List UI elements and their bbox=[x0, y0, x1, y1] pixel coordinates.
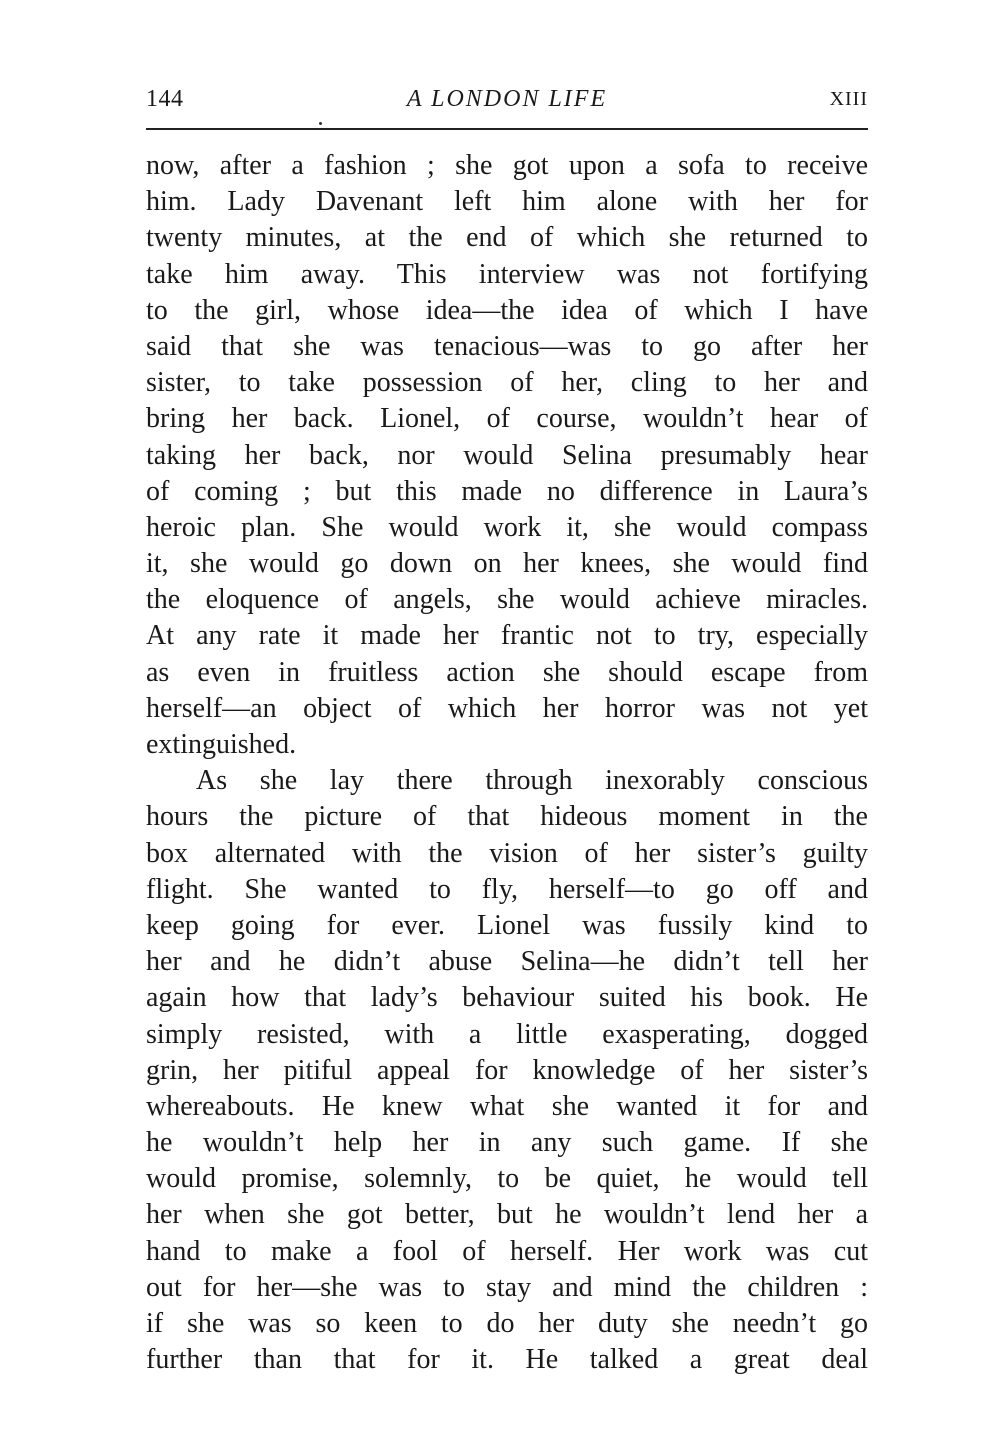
body-text bbox=[146, 148, 868, 1378]
header-rule bbox=[146, 128, 868, 130]
text-line: twenty minutes, at the end of which she returned to bbox=[146, 222, 868, 254]
text-line: box alternated with the vision of her sister’s guilty bbox=[146, 837, 868, 869]
text-line: grin, her pitiful appeal for knowledge of her sister’s bbox=[146, 1054, 868, 1086]
page-number: 144 bbox=[146, 86, 184, 112]
paragraph-end-line: extinguished. bbox=[146, 729, 297, 760]
text-line: of coming ; but this made no difference in Laura’s bbox=[146, 475, 868, 507]
text-line: flight. She wanted to fly, herself—to go off and bbox=[146, 873, 868, 905]
running-head bbox=[146, 86, 868, 116]
text-line: taking her back, nor would Selina presumably hear bbox=[146, 439, 868, 471]
text-line: said that she was tenacious—was to go after her bbox=[146, 330, 868, 362]
text-line: At any rate it made her frantic not to try, especially bbox=[146, 620, 868, 652]
text-line: would promise, solemnly, to be quiet, he would tell bbox=[146, 1163, 868, 1195]
text-line: he wouldn’t help her in any such game. If she bbox=[146, 1127, 868, 1159]
text-line: hours the picture of that hideous moment in the bbox=[146, 801, 868, 833]
text-line: out for her—she was to stay and mind the children : bbox=[146, 1271, 868, 1303]
text-line: heroic plan. She would work it, she would compass bbox=[146, 511, 868, 543]
text-line: sister, to take possession of her, cling to her and bbox=[146, 367, 868, 399]
text-line: her and he didn’t abuse Selina—he didn’t tell her bbox=[146, 946, 868, 978]
chapter-number: XIII bbox=[829, 88, 868, 110]
text-line: as even in fruitless action she should escape from bbox=[146, 656, 868, 688]
book-title: A LONDON LIFE bbox=[406, 86, 608, 112]
text-line: simply resisted, with a little exasperating, dogged bbox=[146, 1018, 868, 1050]
text-line: whereabouts. He knew what she wanted it for and bbox=[146, 1090, 868, 1122]
text-line: take him away. This interview was not fortifying bbox=[146, 258, 868, 290]
text-line: herself—an object of which her horror was not yet bbox=[146, 692, 868, 724]
text-line: it, she would go down on her knees, she would find bbox=[146, 548, 868, 580]
text-line: further than that for it. He talked a great deal bbox=[146, 1344, 868, 1376]
text-line: if she was so keen to do her duty she needn’t go bbox=[146, 1308, 868, 1339]
text-line: him. Lady Davenant left him alone with her for bbox=[146, 186, 868, 218]
text-line: keep going for ever. Lionel was fussily kind to bbox=[146, 909, 868, 941]
text-line: now, after a fashion ; she got upon a sofa to receive bbox=[146, 150, 868, 181]
paragraph-start-line: As she lay there through inexorably conscious bbox=[196, 765, 868, 797]
text-line: to the girl, whose idea—the idea of which I have bbox=[146, 294, 868, 326]
text-line: hand to make a fool of herself. Her work was cut bbox=[146, 1235, 868, 1267]
text-line: again how that lady’s behaviour suited his book. He bbox=[146, 982, 868, 1014]
text-line: the eloquence of angels, she would achieve miracles. bbox=[146, 584, 868, 616]
text-line: bring her back. Lionel, of course, wouldn’t hear of bbox=[146, 403, 868, 435]
text-line: her when she got better, but he wouldn’t lend her a bbox=[146, 1199, 868, 1231]
header-rule-mark bbox=[319, 122, 322, 125]
